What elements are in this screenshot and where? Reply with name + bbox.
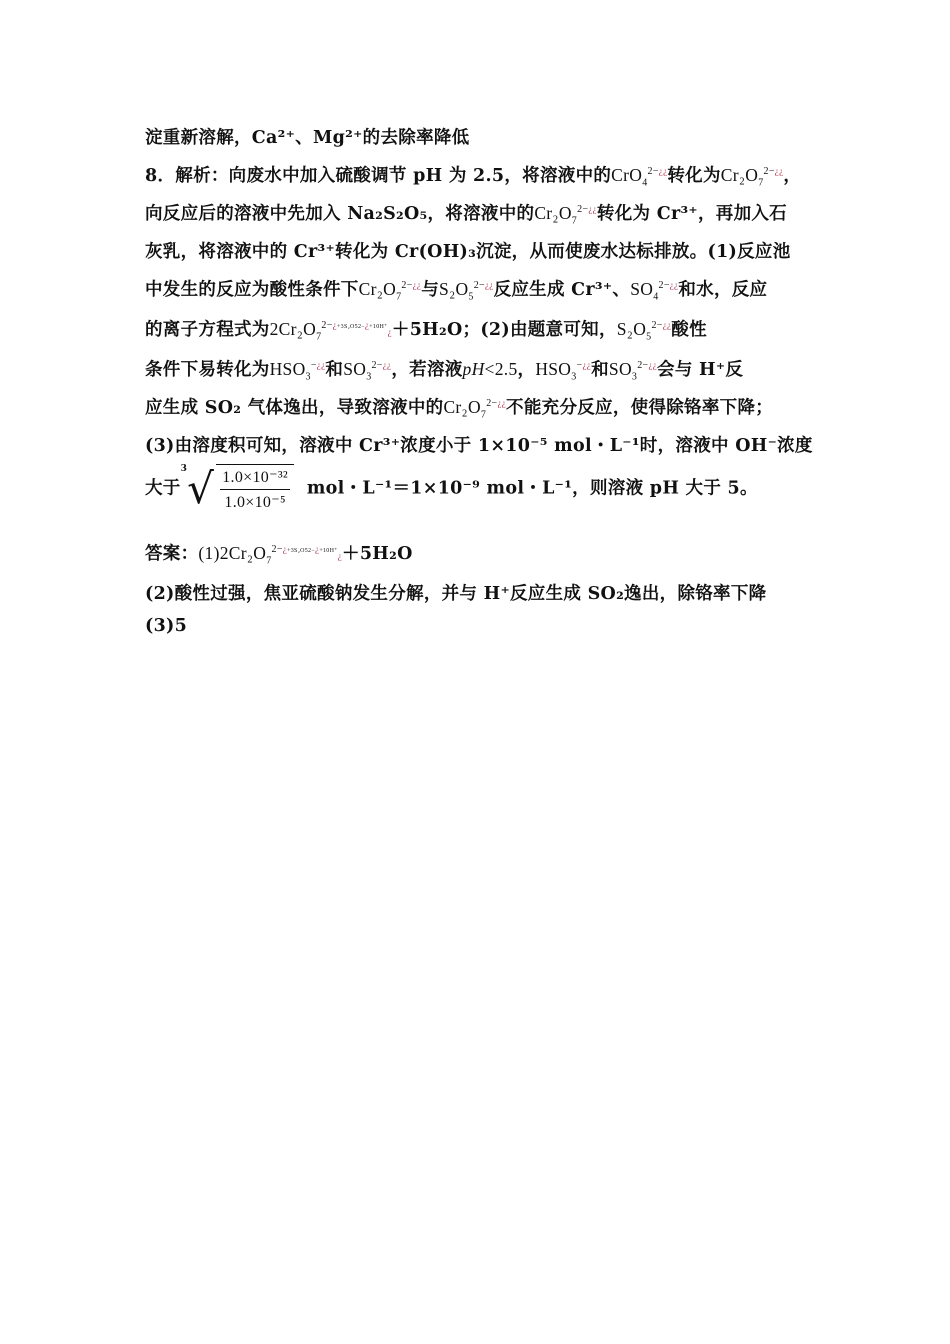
text-fragment: 与	[421, 280, 440, 300]
text-fragment: 条件下易转化为	[145, 360, 270, 380]
formula-so3: $SO_3^{2-¿¿}$	[343, 359, 392, 383]
formula-cr2o7: $Cr_2O_7^{2-¿¿}$	[720, 165, 784, 189]
text-fragment: 和水，反应	[678, 280, 768, 300]
text-line-10	[145, 464, 815, 524]
text-line-3	[145, 200, 815, 230]
formula-so3: $SO_3^{2-¿¿}$	[608, 359, 658, 383]
answer-line-1	[145, 540, 815, 570]
text-line-6	[145, 316, 815, 346]
text-fragment: 向反应后的溶液中先加入 Na₂S₂O₅，将溶液中的	[145, 204, 535, 224]
formula-so4: $SO_4^{2-¿¿}$	[630, 279, 679, 303]
text-fragment: ，若溶液	[391, 360, 463, 380]
text-fragment: 和	[325, 360, 344, 380]
fraction-numerator: 1.0×10⁻³²	[220, 465, 290, 490]
formula-s2o5: $S_2O_5^{2-¿¿}$	[439, 279, 494, 303]
text-line-4	[145, 238, 815, 268]
text-fragment: 的离子方程式为	[145, 320, 270, 340]
formula-ph-value: <2.5	[484, 359, 518, 379]
formula-cr2o7: $Cr_2O_7^{2-¿¿}$	[443, 397, 507, 421]
text-fragment: 和	[591, 360, 609, 380]
formula-hso3: $HSO_3^{-¿¿}$	[269, 359, 326, 383]
text-line-7	[145, 356, 815, 386]
formula-hso3: $HSO_3^{-¿¿}$	[535, 359, 592, 383]
text-fragment: 酸性	[671, 320, 707, 340]
formula-cro4: CrO$_4^{2-¿¿}$	[611, 165, 668, 189]
root-index: 3	[180, 464, 188, 474]
text-fragment: ＋5H₂O	[342, 544, 413, 564]
formula-ph: pH	[462, 359, 485, 379]
formula-cr2o7: $Cr_2O_7^{2-¿¿}$	[358, 279, 422, 303]
fraction-denominator: 1.0×10⁻⁵	[224, 494, 286, 511]
text-line-8	[145, 394, 815, 424]
text-fragment: 转化为	[667, 166, 721, 186]
text-fragment: ＋5H₂O；(2)由题意可知，	[391, 320, 617, 340]
text-fragment: ，	[517, 360, 536, 380]
text-fragment: 8．解析：向废水中加入硫酸调节 pH 为 2.5，将溶液中的	[145, 166, 612, 186]
text-fragment: 转化为 Cr³⁺，再加入石	[596, 204, 787, 224]
text-fragment: 大于	[145, 478, 181, 499]
text-line-9	[145, 432, 815, 462]
text-fragment: 中发生的反应为酸性条件下	[145, 280, 359, 300]
text-line-5	[145, 276, 815, 306]
text-line-1	[145, 124, 815, 154]
formula-answer-equation: $(1)2Cr_2O_7^{2-¿+3S_2O52-¿+10H^+}¿$	[198, 543, 343, 567]
radical-sign: √	[187, 464, 215, 513]
answer-line-2	[145, 580, 815, 610]
text-fragment: 淀重新溶解，Ca²⁺、Mg²⁺的去除率降低	[145, 128, 470, 148]
text-line-2	[145, 162, 815, 192]
text-fragment: 会与 H⁺反	[657, 360, 744, 380]
cube-root-expression	[181, 464, 294, 514]
formula-cr2o7: $Cr_2O_7^{2-¿¿}$	[534, 203, 597, 227]
text-fragment: 反应生成 Cr³⁺、	[493, 280, 631, 300]
text-fragment: mol・L⁻¹＝1×10⁻⁹ mol・L⁻¹，则溶液 pH 大于 5。	[306, 478, 758, 499]
answer-line-3	[145, 616, 815, 646]
text-fragment: (2)酸性过强，焦亚硫酸钠发生分解，并与 H⁺反应生成 SO₂逸出，除铬率下降	[145, 584, 767, 604]
fraction	[216, 464, 294, 514]
text-fragment: ，	[783, 166, 802, 186]
text-fragment: 灰乳，将溶液中的 Cr³⁺转化为 Cr(OH)₃沉淀，从而使废水达标排放。(1)反应池	[145, 242, 791, 262]
text-fragment: 应生成 SO₂ 气体逸出，导致溶液中的	[145, 398, 444, 418]
text-fragment: (3)5	[145, 616, 188, 636]
answer-label: 答案：	[145, 544, 199, 564]
formula-s2o5: $S_2O_5^{2-¿¿}$	[616, 319, 672, 343]
text-fragment: (3)由溶度积可知，溶液中 Cr³⁺浓度小于 1×10⁻⁵ mol・L⁻¹时，溶液中 OH⁻浓度	[145, 436, 813, 456]
formula-equation: $2Cr_2O_7^{2-¿+3S_2O52-¿+10H^+}¿$	[269, 319, 392, 343]
text-fragment: 不能充分反应，使得除铬率下降；	[506, 398, 774, 418]
